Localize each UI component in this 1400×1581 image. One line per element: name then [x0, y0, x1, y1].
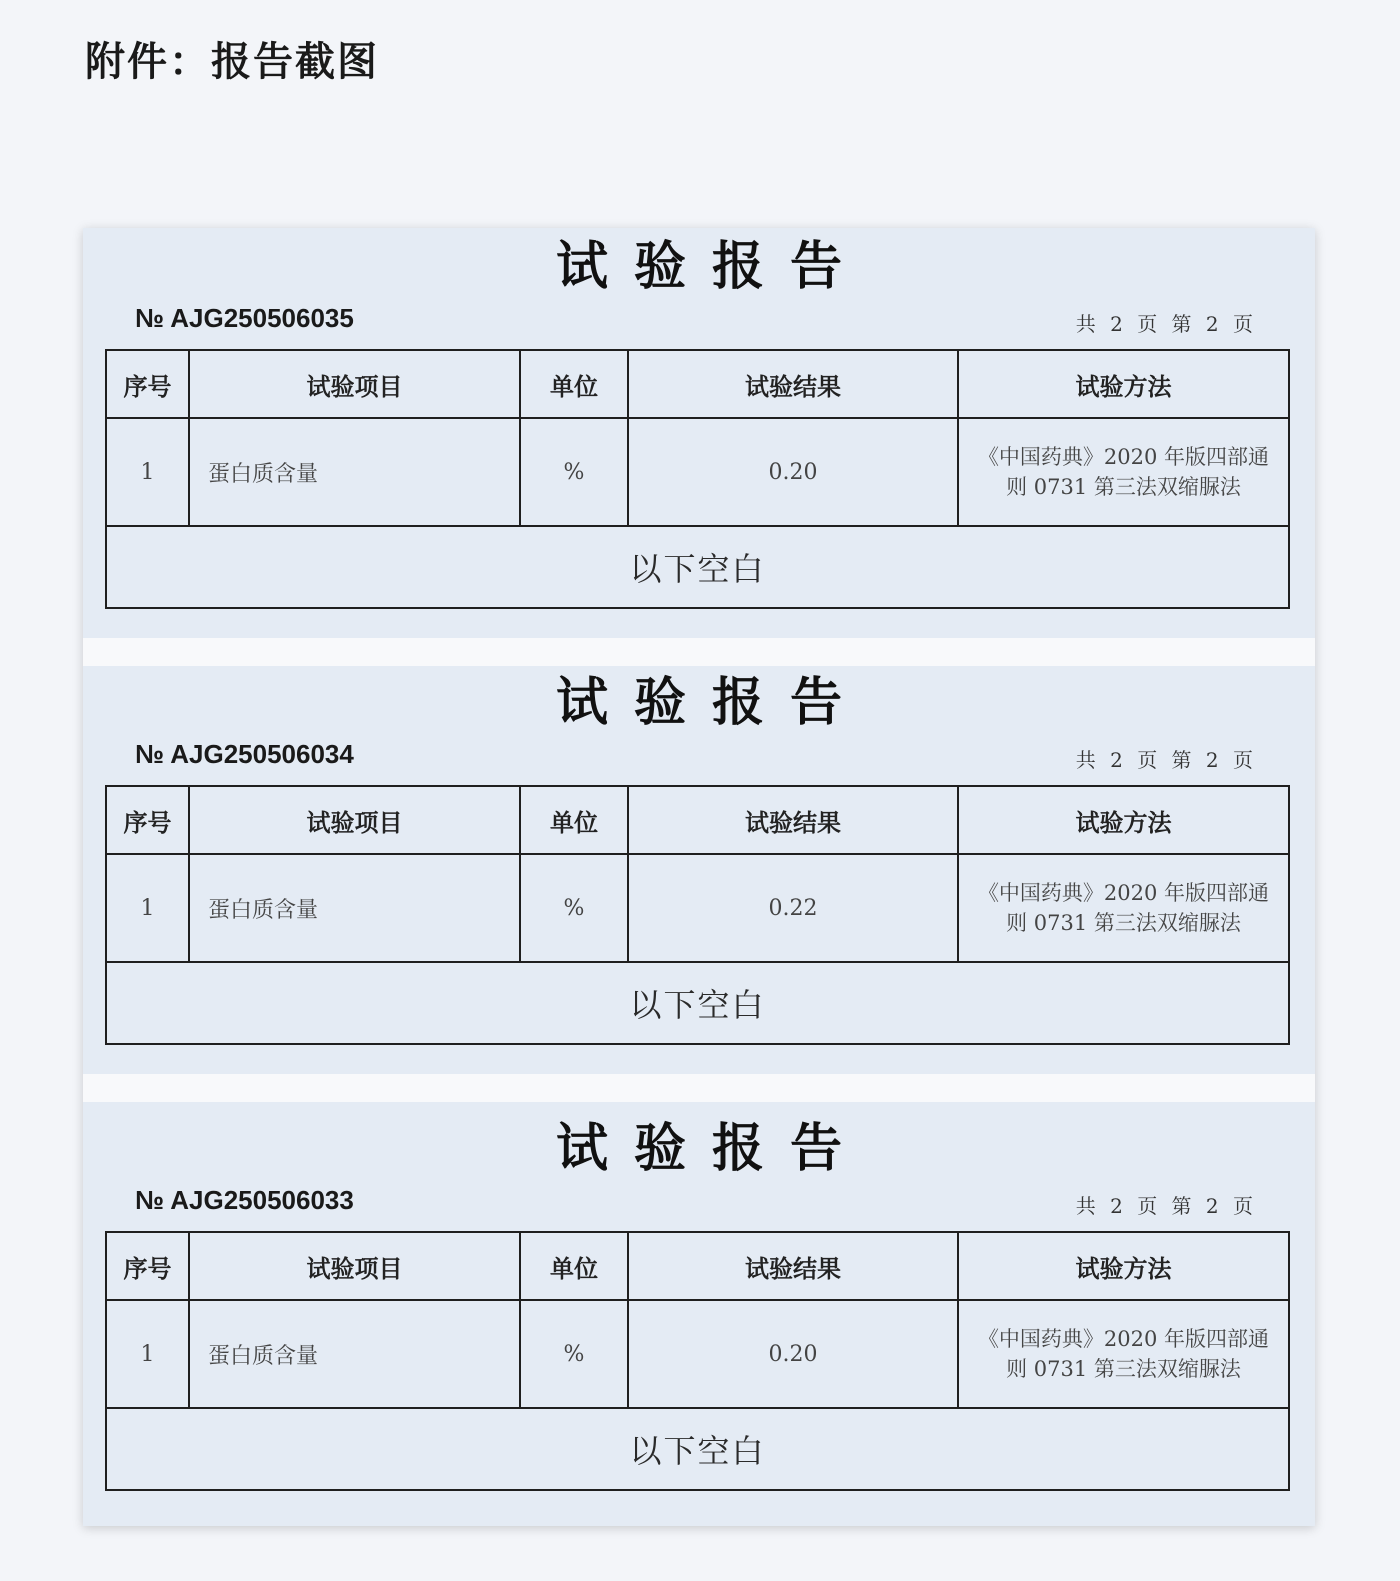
report-separator [83, 638, 1315, 666]
cell-item: 蛋白质含量 [189, 1300, 520, 1408]
cell-method: 《中国药典》2020 年版四部通则 0731 第三法双缩脲法 [958, 1300, 1289, 1408]
report-number: № AJG250506034 [135, 739, 354, 769]
header-unit: 单位 [520, 1232, 628, 1300]
cell-unit: % [520, 418, 628, 526]
cell-item: 蛋白质含量 [189, 854, 520, 962]
report-screenshot-sheet [83, 228, 1315, 1526]
header-method: 试验方法 [958, 1232, 1289, 1300]
table-header-row [106, 786, 1289, 854]
header-seq: 序号 [106, 786, 189, 854]
header-result: 试验结果 [628, 350, 958, 418]
blank-note: 以下空白 [106, 1408, 1289, 1490]
page-info: 共 2 页 第 2 页 [1075, 1194, 1257, 1218]
header-result: 试验结果 [628, 1232, 958, 1300]
report-title: 试验报告 [555, 672, 868, 733]
cell-seq: 1 [106, 1300, 189, 1408]
header-item: 试验项目 [189, 786, 520, 854]
table-row [106, 418, 1289, 526]
cell-method: 《中国药典》2020 年版四部通则 0731 第三法双缩脲法 [958, 854, 1289, 962]
table-header-row [106, 1232, 1289, 1300]
cell-item: 蛋白质含量 [189, 418, 520, 526]
blank-note: 以下空白 [106, 526, 1289, 608]
header-method: 试验方法 [958, 350, 1289, 418]
page-info: 共 2 页 第 2 页 [1075, 312, 1257, 336]
result-table [105, 785, 1290, 1045]
cell-unit: % [520, 1300, 628, 1408]
page-info: 共 2 页 第 2 页 [1075, 748, 1257, 772]
report-number: № AJG250506035 [135, 303, 354, 333]
result-table [105, 1231, 1290, 1491]
header-unit: 单位 [520, 350, 628, 418]
cell-result: 0.22 [628, 854, 958, 962]
header-method: 试验方法 [958, 786, 1289, 854]
cell-method: 《中国药典》2020 年版四部通则 0731 第三法双缩脲法 [958, 418, 1289, 526]
header-item: 试验项目 [189, 350, 520, 418]
header-item: 试验项目 [189, 1232, 520, 1300]
header-seq: 序号 [106, 350, 189, 418]
report-title: 试验报告 [555, 236, 868, 297]
report-number: № AJG250506033 [135, 1185, 354, 1215]
table-row [106, 854, 1289, 962]
table-row [106, 1300, 1289, 1408]
header-result: 试验结果 [628, 786, 958, 854]
header-unit: 单位 [520, 786, 628, 854]
table-header-row [106, 350, 1289, 418]
cell-unit: % [520, 854, 628, 962]
result-table [105, 349, 1290, 609]
header-seq: 序号 [106, 1232, 189, 1300]
cell-seq: 1 [106, 418, 189, 526]
cell-result: 0.20 [628, 418, 958, 526]
blank-row [106, 962, 1289, 1044]
page-heading: 附件：报告截图 [85, 39, 379, 85]
cell-seq: 1 [106, 854, 189, 962]
blank-note: 以下空白 [106, 962, 1289, 1044]
blank-row [106, 526, 1289, 608]
report-title: 试验报告 [555, 1118, 868, 1179]
blank-row [106, 1408, 1289, 1490]
report-separator [83, 1074, 1315, 1102]
cell-result: 0.20 [628, 1300, 958, 1408]
